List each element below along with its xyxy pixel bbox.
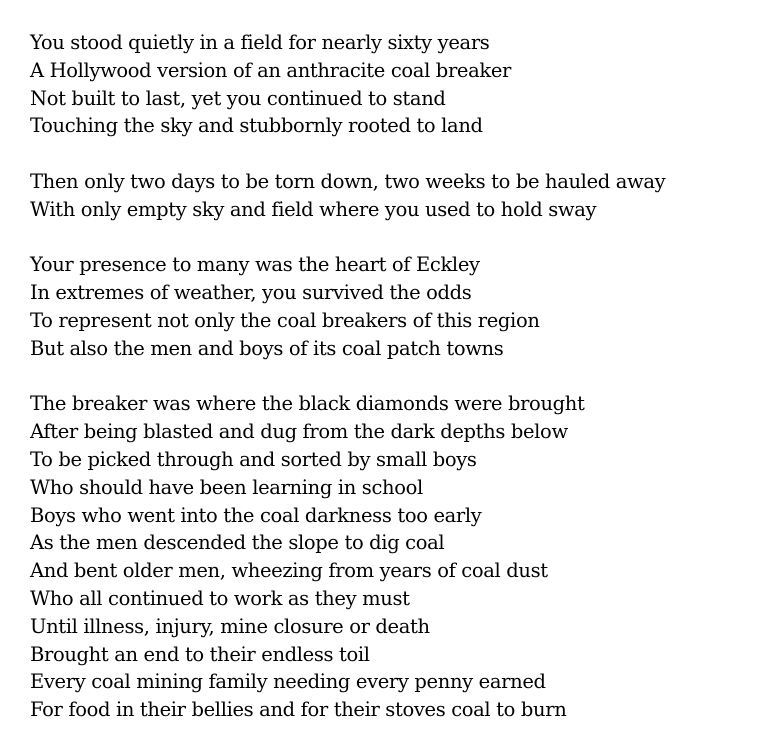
poem-line: But also the men and boys of its coal patch towns xyxy=(30,336,504,360)
poem-line: After being blasted and dug from the dark depths below xyxy=(30,420,568,444)
poem-line: Touching the sky and stubbornly rooted to land xyxy=(30,114,483,138)
poem-line: Who all continued to work as they must xyxy=(30,586,410,610)
poem-line: You stood quietly in a field for nearly sixty years xyxy=(30,31,490,54)
poem-line: The breaker was where the black diamonds were brought xyxy=(30,392,585,416)
poem-line: To be picked through and sorted by small boys xyxy=(30,447,477,471)
stanza-4 xyxy=(30,390,770,724)
stanza-2 xyxy=(30,168,770,224)
poem-line: Brought an end to their endless toil xyxy=(30,642,370,666)
poem-line: Then only two days to be torn down, two weeks to be hauled away xyxy=(30,169,666,193)
stanza-3 xyxy=(30,251,770,362)
poem-line: Your presence to many was the heart of Eckley xyxy=(30,253,480,277)
poem-line: With only empty sky and field where you used to hold sway xyxy=(30,197,597,221)
poem-line: And bent older men, wheezing from years of coal dust xyxy=(30,559,548,583)
poem-line: As the men descended the slope to dig coal xyxy=(30,531,445,555)
poem-line: Every coal mining family needing every penny earned xyxy=(30,670,546,694)
poem-line: For food in their bellies and for their stoves coal to burn xyxy=(30,698,567,722)
poem-line: A Hollywood version of an anthracite coal breaker xyxy=(30,58,512,82)
stanza-1 xyxy=(30,29,770,140)
poem-line: Who should have been learning in school xyxy=(30,475,423,499)
poem-line: Boys who went into the coal darkness too early xyxy=(30,503,482,527)
poem-line: Not built to last, yet you continued to stand xyxy=(30,86,446,110)
poem-text xyxy=(30,29,770,724)
poem-line: Until illness, injury, mine closure or death xyxy=(30,614,430,638)
poem-line: To represent not only the coal breakers of this region xyxy=(30,308,540,332)
poem-line: In extremes of weather, you survived the odds xyxy=(30,281,472,305)
